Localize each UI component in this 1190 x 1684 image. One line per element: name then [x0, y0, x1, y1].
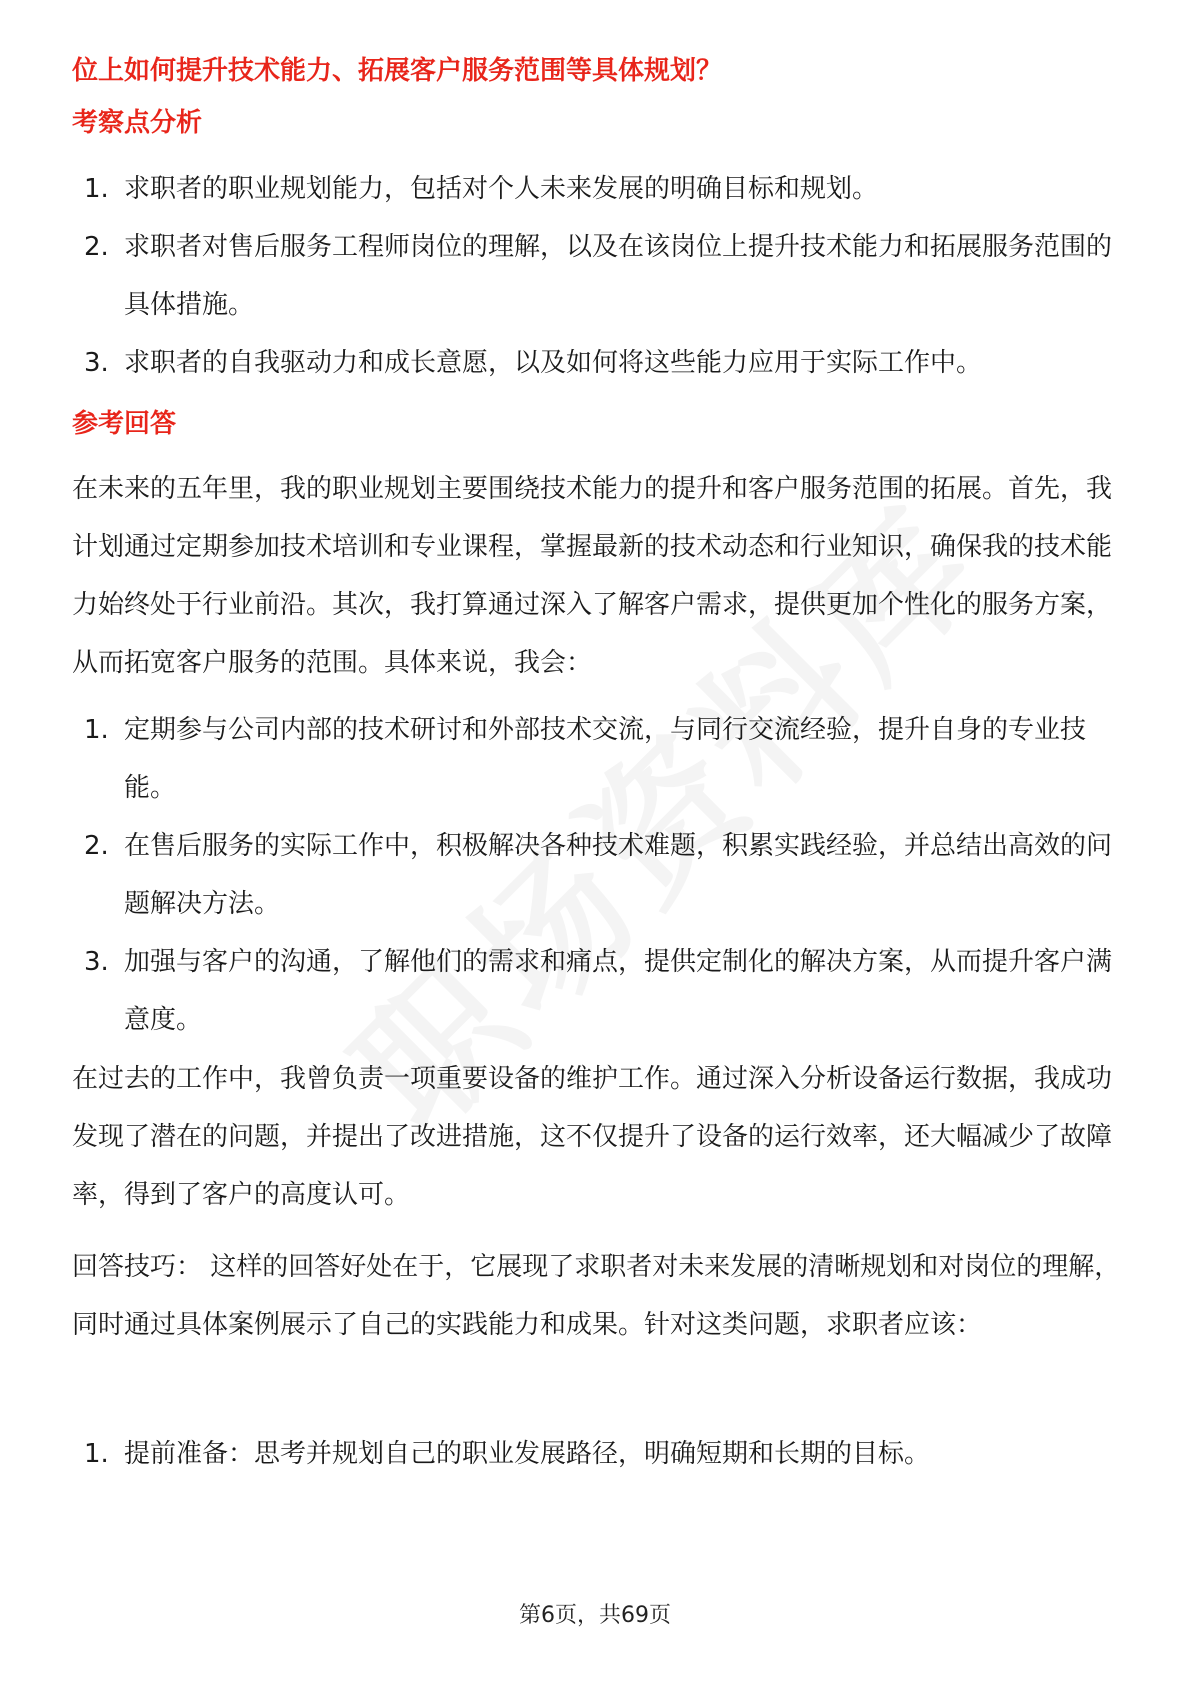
list-item: 2. 求职者对售后服务工程师岗位的理解，以及在该岗位上提升技术能力和拓展服务范围的具体措施。 — [84, 232, 1113, 320]
analysis-title: 考察点分析 — [72, 108, 203, 138]
answer-list — [72, 701, 1122, 1049]
list-item: 1. 定期参与公司内部的技术研讨和外部技术交流，与同行交流经验，提升自身的专业技能。 — [84, 715, 1087, 803]
list-item: 1. 求职者的职业规划能力，包括对个人未来发展的明确目标和规划。 — [84, 174, 879, 204]
list-item: 3. 加强与客户的沟通，了解他们的需求和痛点，提供定制化的解决方案，从而提升客户满意度。 — [84, 947, 1113, 1035]
tips-paragraph: 回答技巧： 这样的回答好处在于，它展现了求职者对未来发展的清晰规划和对岗位的理解，同时通过具体案例展示了自己的实践能力和成果。针对这类问题，求职者应该： — [72, 1252, 1121, 1340]
question-heading: 位上如何提升技术能力、拓展客户服务范围等具体规划？ — [72, 56, 723, 86]
answer-intro: 在未来的五年里，我的职业规划主要围绕技术能力的提升和客户服务范围的拓展。首先，我计划通过定期参加技术培训和专业课程，掌握最新的技术动态和行业知识，确保我的技术能力始终处于行业前沿。其次，我打算通过深入了解客户需求，提供更加个性化的服务方案，从而拓宽客户服务的范围。具体来说，我会： — [72, 474, 1113, 678]
list-item: 2. 在售后服务的实际工作中，积极解决各种技术难题，积累实践经验，并总结出高效的问题解决方法。 — [84, 831, 1113, 919]
page-footer: 第6页，共69页 — [519, 1603, 671, 1628]
analysis-list — [72, 160, 1122, 392]
tips-list — [72, 1425, 1122, 1483]
experience-paragraph: 在过去的工作中，我曾负责一项重要设备的维护工作。通过深入分析设备运行数据，我成功发现了潜在的问题，并提出了改进措施，这不仅提升了设备的运行效率，还大幅减少了故障率，得到了客户的高度认可。 — [72, 1064, 1113, 1210]
list-item: 3. 求职者的自我驱动力和成长意愿，以及如何将这些能力应用于实际工作中。 — [84, 348, 983, 378]
answer-title: 参考回答 — [72, 409, 177, 439]
list-item: 1. 提前准备：思考并规划自己的职业发展路径，明确短期和长期的目标。 — [84, 1439, 931, 1469]
